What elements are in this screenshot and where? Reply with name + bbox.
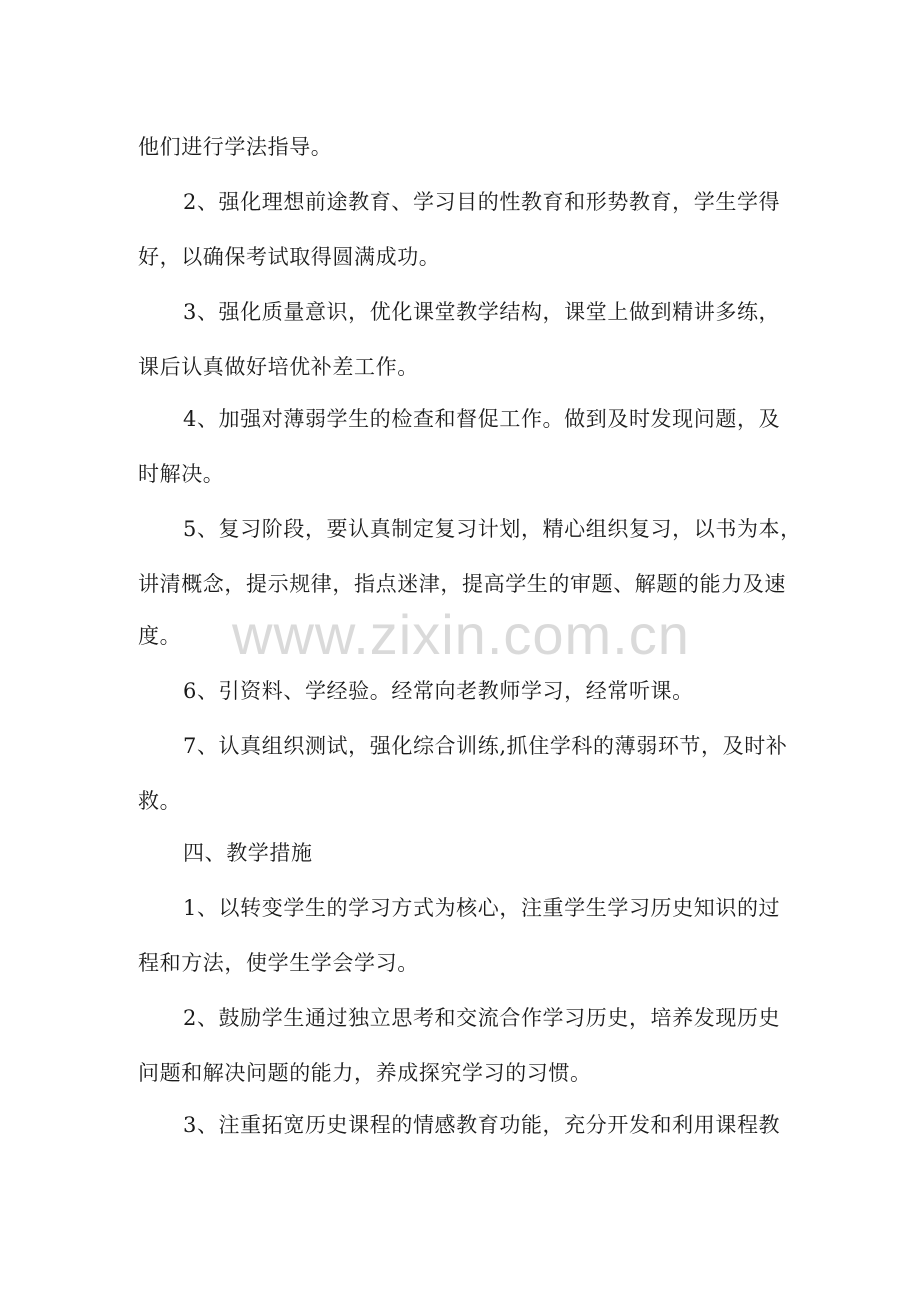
text-line: 4、加强对薄弱学生的检查和督促工作。做到及时发现问题，及 (183, 407, 781, 431)
section-heading: 四、教学措施 (183, 841, 313, 865)
text-line: 讲清概念，提示规律，指点迷津，提高学生的审题、解题的能力及速 (138, 572, 786, 596)
text-line: 时解决。 (138, 462, 225, 486)
text-line: 程和方法，使学生学会学习。 (138, 951, 419, 975)
text-line: 度。 (138, 624, 182, 648)
text-line: 他们进行学法指导。 (138, 135, 333, 159)
text-line: 7、认真组织测试，强化综合训练,抓住学科的薄弱环节，及时补 (183, 734, 788, 758)
text-line: 2、强化理想前途教育、学习目的性教育和形势教育，学生学得 (183, 190, 781, 214)
text-line: 救。 (138, 789, 182, 813)
text-line: 好，以确保考试取得圆满成功。 (138, 245, 441, 269)
text-line: 3、强化质量意识，优化课堂教学结构，课堂上做到精讲多练， (183, 300, 781, 324)
text-line: 1、以转变学生的学习方式为核心，注重学生学习历史知识的过 (183, 896, 781, 920)
text-line: 6、引资料、学经验。经常向老教师学习，经常听课。 (183, 679, 694, 703)
text-line: 3、注重拓宽历史课程的情感教育功能，充分开发和利用课程教 (183, 1113, 781, 1137)
text-line: 问题和解决问题的能力，养成探究学习的习惯。 (138, 1061, 592, 1085)
text-line: 5、复习阶段，要认真制定复习计划，精心组织复习，以书为本， (183, 517, 802, 541)
text-line: 课后认真做好培优补差工作。 (138, 355, 419, 379)
text-line: 2、鼓励学生通过独立思考和交流合作学习历史，培养发现历史 (183, 1006, 781, 1030)
watermark: www.zixin.com.cn (232, 603, 690, 666)
